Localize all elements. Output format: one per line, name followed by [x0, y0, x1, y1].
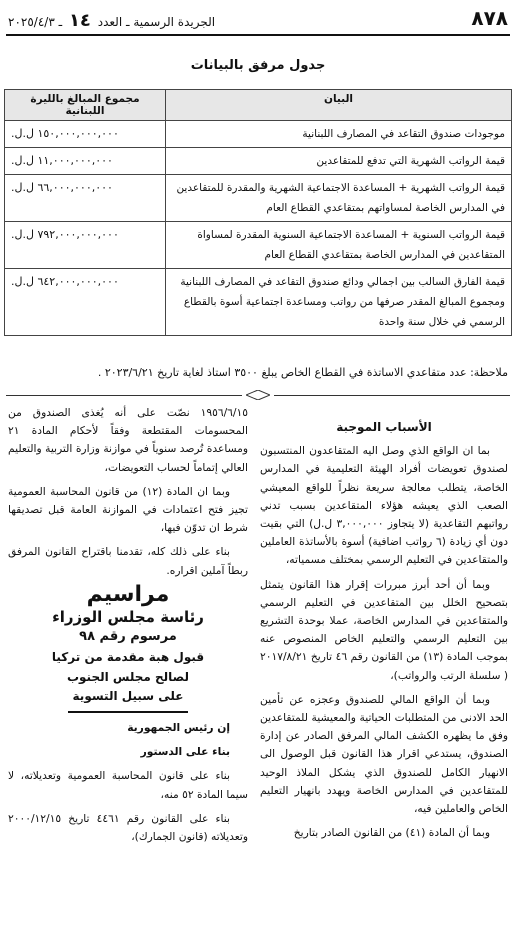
decree-subject: قبول هبة مقدمة من تركيا: [51, 650, 205, 665]
gazette-info: [8, 10, 215, 31]
constitution-line: بناء على الدستور: [140, 745, 230, 759]
paragraph: وبما ان المادة (١٢) من قانون المحاسبة العمومية تجيز فتح اعتمادات في الموازنة العامة قبل تصديقها شرط ان تدوّن فيها،: [8, 484, 248, 535]
table-row: [5, 121, 512, 148]
row-description: قيمة الرواتب الشهرية + المساعدة الاجتماعية الشهرية والمقدرة للمتقاعدين في المدارس الخاصة لمساواتهم بمتقاعدي القطاع العام: [166, 175, 512, 222]
paragraph: بناء على قانون المحاسبة العمومية وتعديلاته، لا سيما المادة ٥٢ منه،: [8, 769, 248, 801]
table-row: [5, 269, 512, 336]
paragraph: بما ان الواقع الذي وصل اليه المتقاعدون المنتسبون لصندوق تعويضات أفراد الهيئة التعليمية في المدارس الخاصة، يتطلب معالجة سريعة نظراً للواقع المعيشي الصعب الذي يعيشه هؤلاء المتقاعدين بسبب تدني رواتبهم التقاعدية (لا يتجاوز ٣,٠٠٠,٠٠٠ ل.ل) التي بقيت دون أي زيادة (٦ رواتب اضافية) أسوة بالأساتذة العاملين والمتقاعدين في التعليم الرسمي بمختلف مسمياته،: [260, 444, 509, 567]
paragraph: وبما أن الواقع المالي للصندوق وعجزه عن تأمين الحد الادنى من المتطلبات الحياتية والمعيشية للمتقاعدين وفق ما يظهره الكشف المالي المرفق الصادر عن إدارة الصندوق، يستدعي اقرار هذا القانون قبل الوصول الى الانهيار الكامل للصندوق الذي يشكل الملاذ الوحيد للمتقاعدين في المدارس الخاصة ويهدد بانهيار التعليم الخاص والعاملين فيه،: [260, 692, 508, 816]
paragraph: وبما أن المادة (٤١) من القانون الصادر بتاريخ: [293, 826, 490, 840]
paragraph: وبما أن أحد أبرز مبررات إقرار هذا القانون يتمثل بتصحيح الخلل بين المتقاعدين في التعليم الرسمي والمتقاعدين في المدارس الخاصة، عملا بوحدة التشريع بين التعليم الرسمي والتعليم الخاص المنصوص عنه بموجب المادة (١٣) من القانون رقم ٤٦ تاريخ ٢٠١٧/٨/٢١ ( سلسلة الرتب والرواتب)،: [260, 577, 508, 682]
row-description: قيمة الرواتب السنوية + المساعدة الاجتماعية السنوية المقدرة لمساواة المتقاعدين في المدارس الخاصة بمتقاعدي القطاع العام: [166, 222, 512, 269]
paragraph: بناء على القانون رقم ٤٤٦١ تاريخ ٢٠٠٠/١٢/١٥ وتعديلاته (قانون الجمارك)،: [8, 811, 248, 844]
paragraph: ١٩٥٦/٦/١٥ نصّت على أنه يُغذى الصندوق من المحسومات المقتطعة وفقاً لأحكام المادة ٢١ ومساعدة تُرصد سنوياً في موازنة وزارة التربية والتعليم العالي إتماماً لحساب التعويضات،: [8, 406, 248, 474]
paragraph: بناء على ذلك كله، تقدمنا باقتراح القانون المرفق ربطاً آملين اقراره.: [8, 545, 248, 577]
row-description: موجودات صندوق التقاعد في المصارف اللبنانية: [166, 121, 512, 148]
table-row: [5, 175, 512, 222]
table-title: جدول مرفق بالبيانات: [190, 58, 326, 73]
issue-number: ١٤: [68, 10, 91, 31]
decrees-heading: مراسيم: [86, 581, 170, 607]
row-amount: ٧٩٢,٠٠٠,٠٠٠,٠٠٠ ل.ل.: [5, 222, 166, 269]
table-row: [5, 222, 512, 269]
left-column: [8, 404, 248, 852]
gazette-title: الجريدة الرسمية ـ العدد: [97, 15, 216, 29]
decree-number: مرسوم رقم ٩٨: [79, 629, 177, 645]
row-amount: ١١,٠٠٠,٠٠٠,٠٠٠ ل.ل.: [5, 148, 166, 175]
heading-rule: [68, 711, 188, 713]
table-header-row: [5, 90, 512, 121]
presidency-heading: رئاسة مجلس الوزراء: [52, 608, 204, 627]
issue-date: ـ ٢٠٢٥/٤/٣: [8, 15, 63, 29]
decree-subject: لصالح مجلس الجنوب: [66, 669, 190, 684]
header-amount: مجموع المبالغ بالليرة اللبنانية: [5, 90, 166, 121]
diamond-ornament: [246, 390, 270, 400]
page-header: [6, 6, 510, 36]
decree-subject: على سبيل التسوية: [72, 688, 184, 703]
table-row: [5, 148, 512, 175]
right-column: [260, 418, 508, 848]
header-description: البيان: [166, 90, 512, 121]
section-title: الأسباب الموجبة: [336, 420, 432, 434]
row-amount: ١٥٠,٠٠٠,٠٠٠,٠٠٠ ل.ل.: [5, 121, 166, 148]
table-note: ملاحظة: عدد متقاعدي الاساتذة في القطاع الخاص يبلغ ٣٥٠٠ استاذ لغاية تاريخ ٢٠٢٣/٦/٢١ .: [97, 366, 508, 379]
page-number: ٨٧٨: [471, 6, 508, 30]
row-description: قيمة الفارق السالب بين اجمالي ودائع صندوق التقاعد في المصارف اللبنانية ومجموع المبالغ المقدر صرفها من رواتب ومساعدة اجتماعية أسوة بالقطاع الرسمي في خلال سنة واحدة: [166, 269, 512, 336]
row-description: قيمة الرواتب الشهرية التي تدفع للمتقاعدين: [166, 148, 512, 175]
data-table: [4, 89, 512, 336]
row-amount: ٦٦,٠٠٠,٠٠٠,٠٠٠ ل.ل.: [5, 175, 166, 222]
president-line: إن رئيس الجمهورية: [127, 721, 230, 735]
row-amount: ٦٤٢,٠٠٠,٠٠٠,٠٠٠ ل.ل.: [5, 269, 166, 336]
divider-line: [6, 395, 242, 396]
divider-line: [274, 395, 510, 396]
section-divider: [0, 390, 516, 400]
